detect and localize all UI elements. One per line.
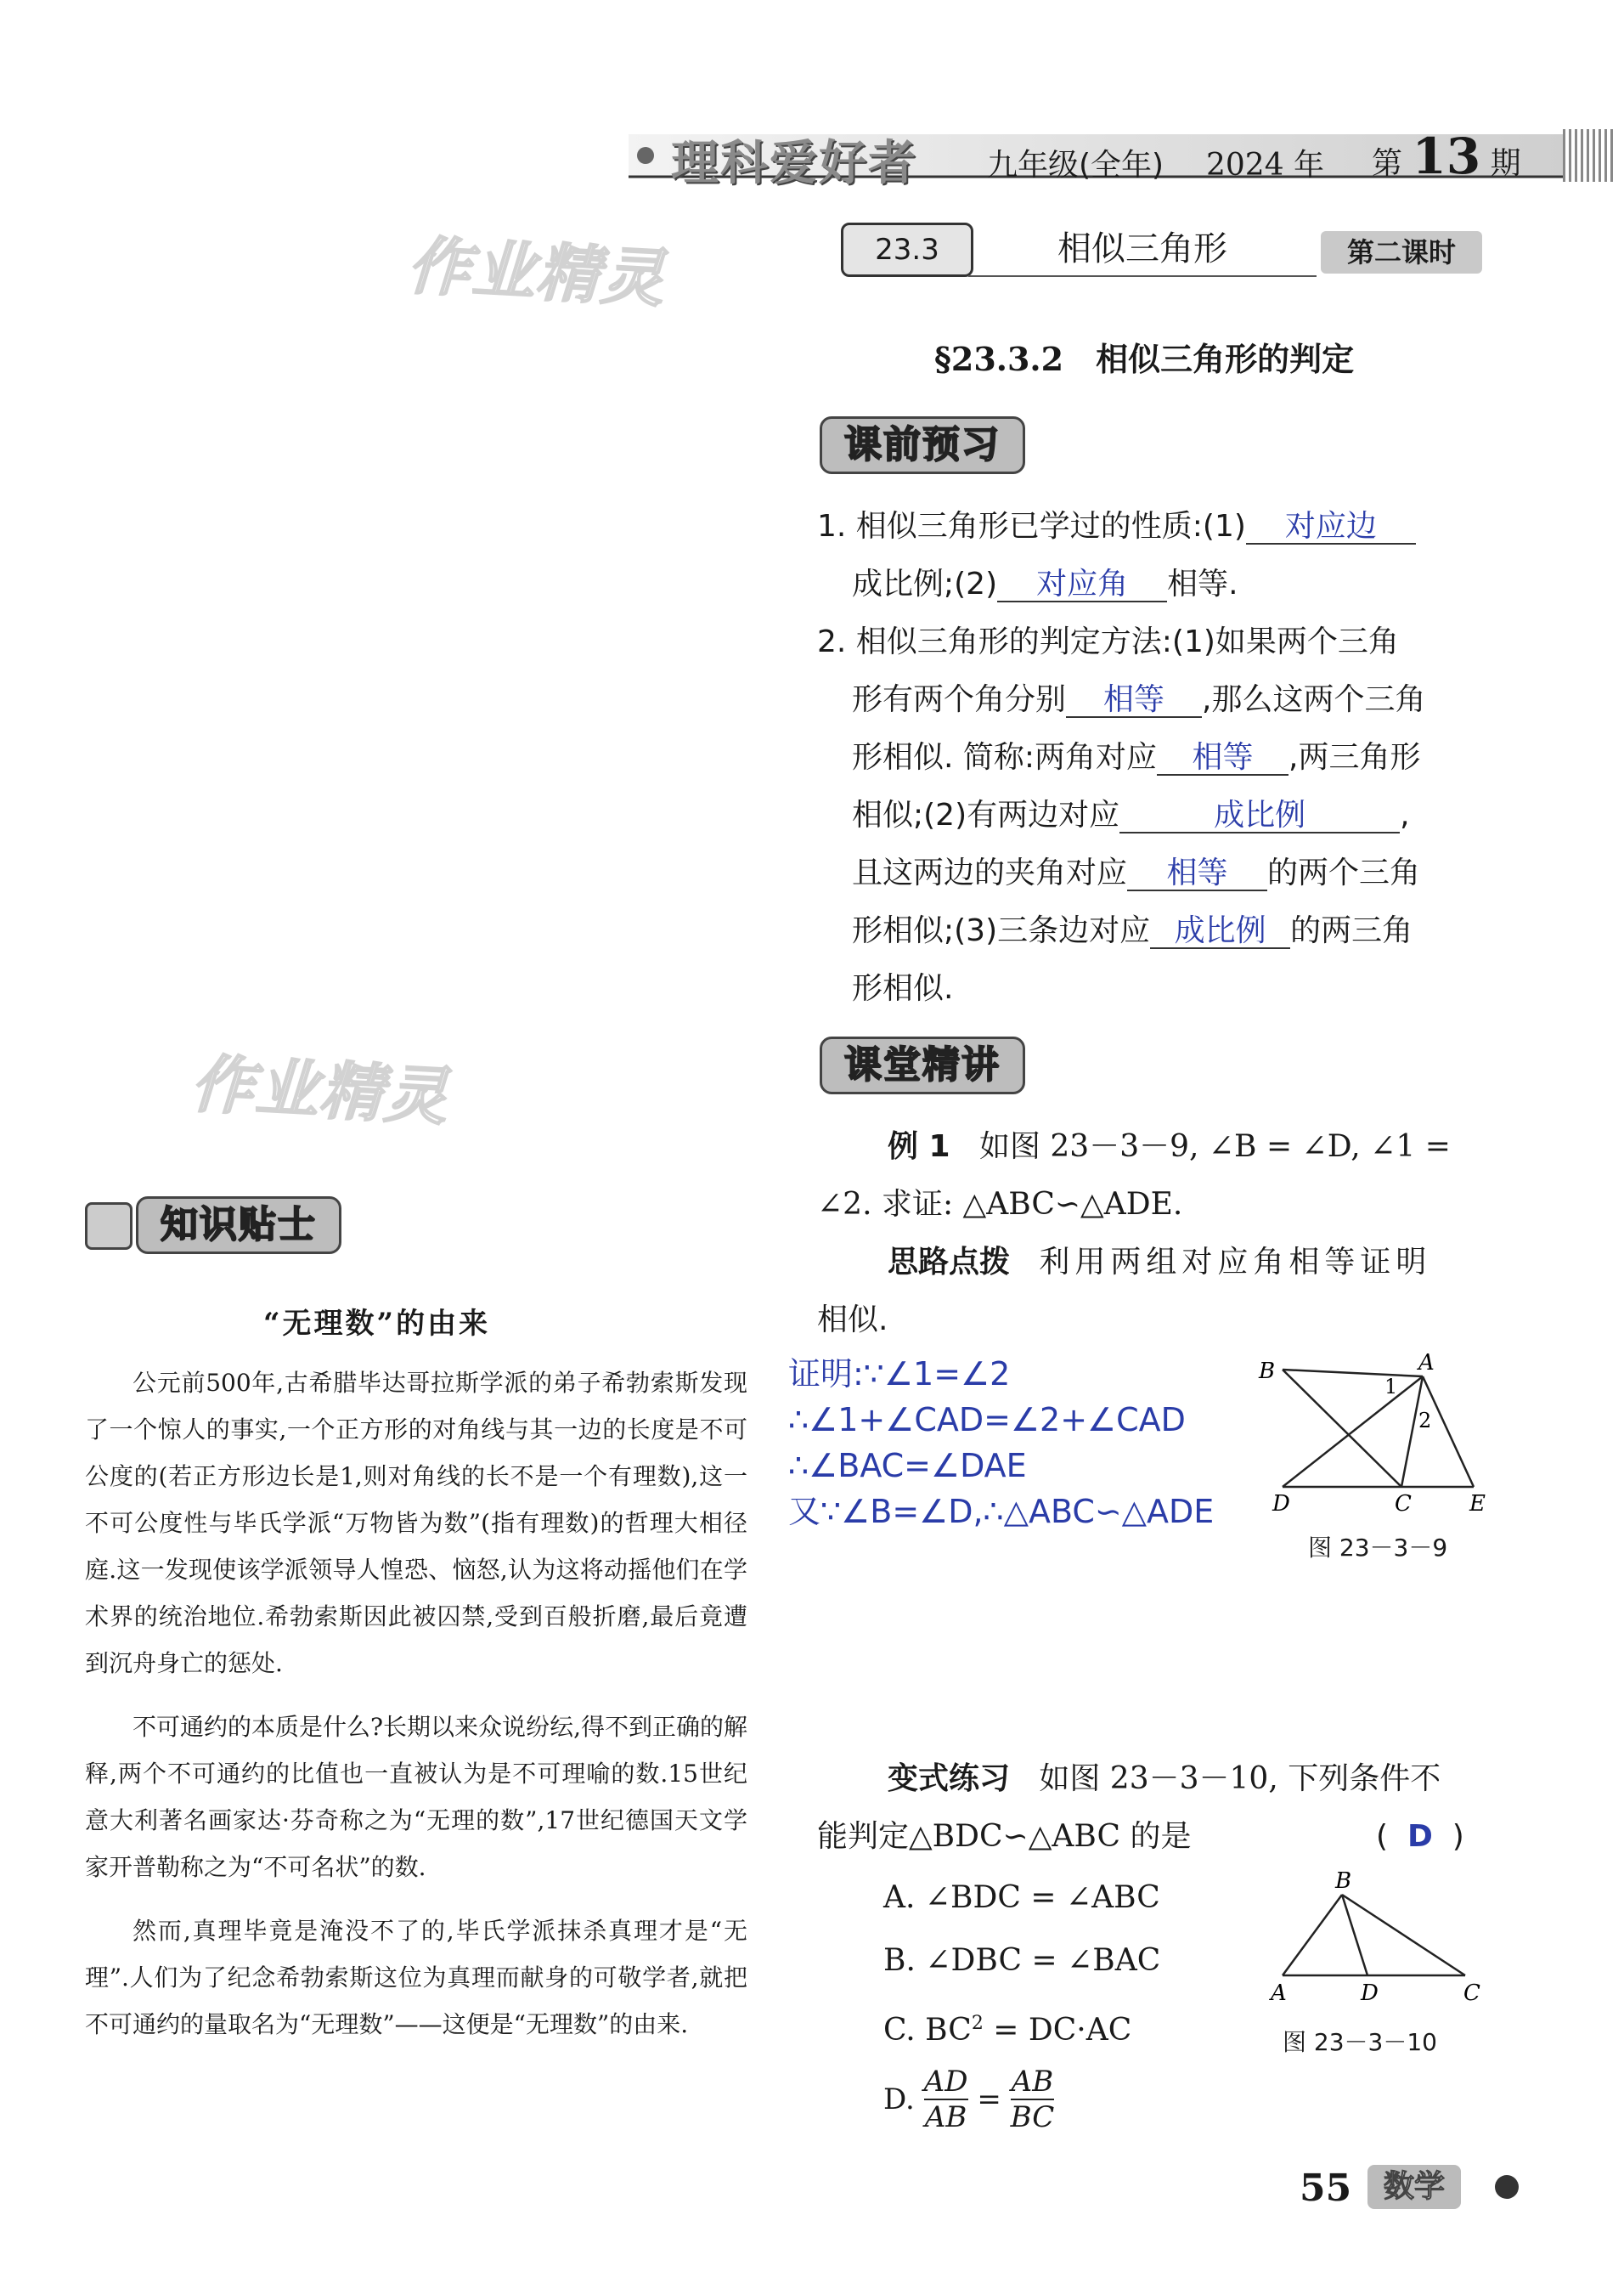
- option-a: A. ∠BDC = ∠ABC: [883, 1880, 1160, 1915]
- example-line1: [888, 1118, 1451, 1176]
- tips-paragraph-1: 公元前500年,古希腊毕达哥拉斯学派的弟子希勃索斯发现了一个惊人的事实,一个正方形的对角线与其一边的长度是不可公度的(若正方形边长是1,则对角线的长不是一个有理数),这一不可公度性与毕氏学派“万物皆为数”(指有理数)的哲理大相径庭.这一发现使该学派领导人惶恐、恼怒,认为这将动摇他们在学术界的统治地位.希勃索斯因此被囚禁,受到百般折磨,最后竟遭到沉舟身亡的惩处.: [85, 1369, 747, 1677]
- q2-l5-pre: 且这两边的夹角对应: [852, 856, 1128, 890]
- hint-line2: 相似.: [817, 1302, 888, 1337]
- preview-tab: 课前预习: [820, 416, 1025, 474]
- proof-block: [788, 1351, 1214, 1534]
- example-label: 例 1: [888, 1129, 950, 1164]
- fig1-label-D: D: [1272, 1491, 1290, 1512]
- preview-q2-line2: [852, 671, 1425, 729]
- preview-q2-line3: [852, 729, 1420, 787]
- variant-text-1: 如图 23－3－10, 下列条件不: [1039, 1761, 1441, 1796]
- preview-q2-line6: [852, 902, 1413, 960]
- variant-answer-bracket: ( D ): [1376, 1819, 1464, 1854]
- section-tag: 第二课时: [1321, 231, 1482, 274]
- preview-q2-line4: [852, 787, 1410, 845]
- tips-tab: 知识贴士: [136, 1196, 341, 1254]
- fig2-label-A: A: [1271, 1980, 1287, 2005]
- watermark-middle: 作业精灵: [189, 1048, 451, 1134]
- q2-answer-4: 相等: [1127, 857, 1267, 891]
- q2-answer-3: 成比例: [1119, 800, 1400, 833]
- preview-q2-line5: [852, 845, 1420, 902]
- fig2-label-C: C: [1463, 1980, 1480, 2005]
- proof-line-1: 证明:∵∠1=∠2: [788, 1355, 1011, 1393]
- q1-answer-1: 对应边: [1246, 511, 1416, 545]
- fig1-label-2: 2: [1418, 1409, 1432, 1432]
- option-d-den-1: AB: [924, 2100, 967, 2134]
- q1-answer-2: 对应角: [997, 568, 1167, 602]
- q1-prefix: 1. 相似三角形已学过的性质:(1): [817, 509, 1246, 544]
- fig1-label-C: C: [1395, 1491, 1412, 1512]
- preview-q2-line1: 2. 相似三角形的判定方法:(1)如果两个三角: [817, 624, 1399, 659]
- option-d-eq: =: [977, 2082, 1001, 2116]
- header-year: 2024 年: [1206, 148, 1325, 183]
- issue-number: 13: [1412, 127, 1481, 185]
- preview-q1-line2: [852, 556, 1238, 613]
- issue-suffix: 期: [1490, 146, 1521, 181]
- footer-dot-icon: [1495, 2175, 1519, 2199]
- fig1-label-1: 1: [1384, 1375, 1398, 1398]
- q2-l6-post: 的两三角: [1290, 913, 1413, 948]
- q2-l4-post: ,: [1400, 798, 1410, 833]
- fig2-label-B: B: [1335, 1869, 1352, 1894]
- option-c-post: = DC·AC: [983, 2013, 1132, 2048]
- hint-line1: [888, 1234, 1431, 1291]
- q2-l2-post: ,那么这两个三角: [1202, 682, 1426, 717]
- tip-book-icon: [85, 1202, 133, 1250]
- option-c-sup: 2: [971, 2013, 984, 2034]
- issue-prefix: 第: [1372, 146, 1403, 181]
- fig1-label-B: B: [1259, 1359, 1276, 1384]
- proof-line-2: ∴∠1+∠CAD=∠2+∠CAD: [788, 1401, 1186, 1438]
- variant-label: 变式练习: [888, 1761, 1011, 1796]
- subsection-title: §23.3.2 相似三角形的判定: [934, 340, 1355, 378]
- option-d-pre: D.: [883, 2082, 915, 2116]
- q2-answer-5: 成比例: [1150, 915, 1290, 949]
- q2-l3-post: ,两三角形: [1288, 740, 1421, 775]
- page-number: 55: [1300, 2167, 1352, 2210]
- hint-text-1: 利用两组对应角相等证明: [1039, 1245, 1432, 1280]
- q1-mid: 成比例;(2): [852, 567, 998, 602]
- q1-suffix: 相等.: [1167, 567, 1238, 602]
- tips-paragraph-2: 不可通约的本质是什么?长期以来众说纷纭,得不到正确的解释,两个不可通约的比值也一直被认为是不可理喻的数.15世纪意大利著名画家达·芬奇称之为“无理的数”,17世纪德国天文学家开普勒称之为“不可名状”的数.: [85, 1713, 747, 1881]
- q2-answer-2: 相等: [1157, 742, 1288, 776]
- figure-23-3-10: [1257, 1869, 1503, 2005]
- header-issue: [1372, 127, 1521, 185]
- option-d-frac-1: [924, 2065, 968, 2134]
- example-text-1: 如图 23－3－9, ∠B = ∠D, ∠1 =: [978, 1129, 1451, 1164]
- option-d: [883, 2065, 1054, 2134]
- preview-q2-line7: 形相似.: [852, 971, 954, 1006]
- variant-line1: [888, 1750, 1441, 1808]
- variant-text-2: 能判定△BDC∽△ABC 的是: [817, 1819, 1192, 1854]
- option-d-den-2: BC: [1010, 2100, 1055, 2134]
- footer-subject: 数学: [1367, 2165, 1461, 2209]
- option-d-num-1: AD: [923, 2065, 968, 2099]
- brand-logo: 理科爱好者: [671, 136, 917, 191]
- tips-paragraph-3: 然而,真理毕竟是淹没不了的,毕氏学派抹杀真理才是“无理”.人们为了纪念希勃索斯这位为真理而献身的可敬学者,就把不可通约的量取名为“无理数”——这便是“无理数”的由来.: [85, 1917, 747, 2038]
- section-number: 23.3: [841, 223, 973, 277]
- q2-l6-pre: 形相似;(3)三条边对应: [852, 913, 1151, 948]
- fig2-label-D: D: [1361, 1980, 1379, 2005]
- proof-line-4: 又∵∠B=∠D,∴△ABC∽△ADE: [788, 1493, 1215, 1530]
- proof-line-3: ∴∠BAC=∠DAE: [788, 1447, 1027, 1484]
- tips-article-title: “无理数”的由来: [263, 1307, 491, 1341]
- figure-23-3-9: [1249, 1351, 1503, 1512]
- q2-l4-pre: 相似;(2)有两边对应: [852, 798, 1120, 833]
- fig1-label-E: E: [1469, 1491, 1486, 1512]
- option-d-frac-2: [1011, 2065, 1055, 2134]
- hint-label: 思路点拨: [888, 1245, 1011, 1280]
- header-stripes: [1563, 129, 1614, 182]
- q2-l3-pre: 形相似. 简称:两角对应: [852, 740, 1158, 775]
- figure-23-3-10-caption: 图 23－3－10: [1283, 2028, 1437, 2056]
- option-c: [883, 1995, 1131, 2060]
- figure-23-3-9-caption: 图 23－3－9: [1308, 1534, 1448, 1562]
- q2-l2-pre: 形有两个角分别: [852, 682, 1067, 717]
- q2-l5-post: 的两个三角: [1267, 856, 1421, 890]
- option-d-num-2: AB: [1011, 2065, 1054, 2099]
- section-title: 相似三角形: [968, 223, 1317, 277]
- q2-answer-1: 相等: [1066, 684, 1202, 718]
- header-grade: 九年级(全年): [987, 148, 1164, 183]
- fig1-label-A: A: [1418, 1351, 1435, 1376]
- option-c-pre: C. BC: [883, 2013, 972, 2048]
- variant-answer: D: [1407, 1819, 1433, 1854]
- option-b: B. ∠DBC = ∠BAC: [883, 1943, 1161, 1978]
- preview-q1-line1: [817, 498, 1416, 556]
- variant-line2: [817, 1808, 1192, 1866]
- watermark-top: 作业精灵: [405, 229, 668, 316]
- example-line2: ∠2. 求证: △ABC∽△ADE.: [817, 1187, 1183, 1222]
- lecture-tab: 课堂精讲: [820, 1037, 1025, 1094]
